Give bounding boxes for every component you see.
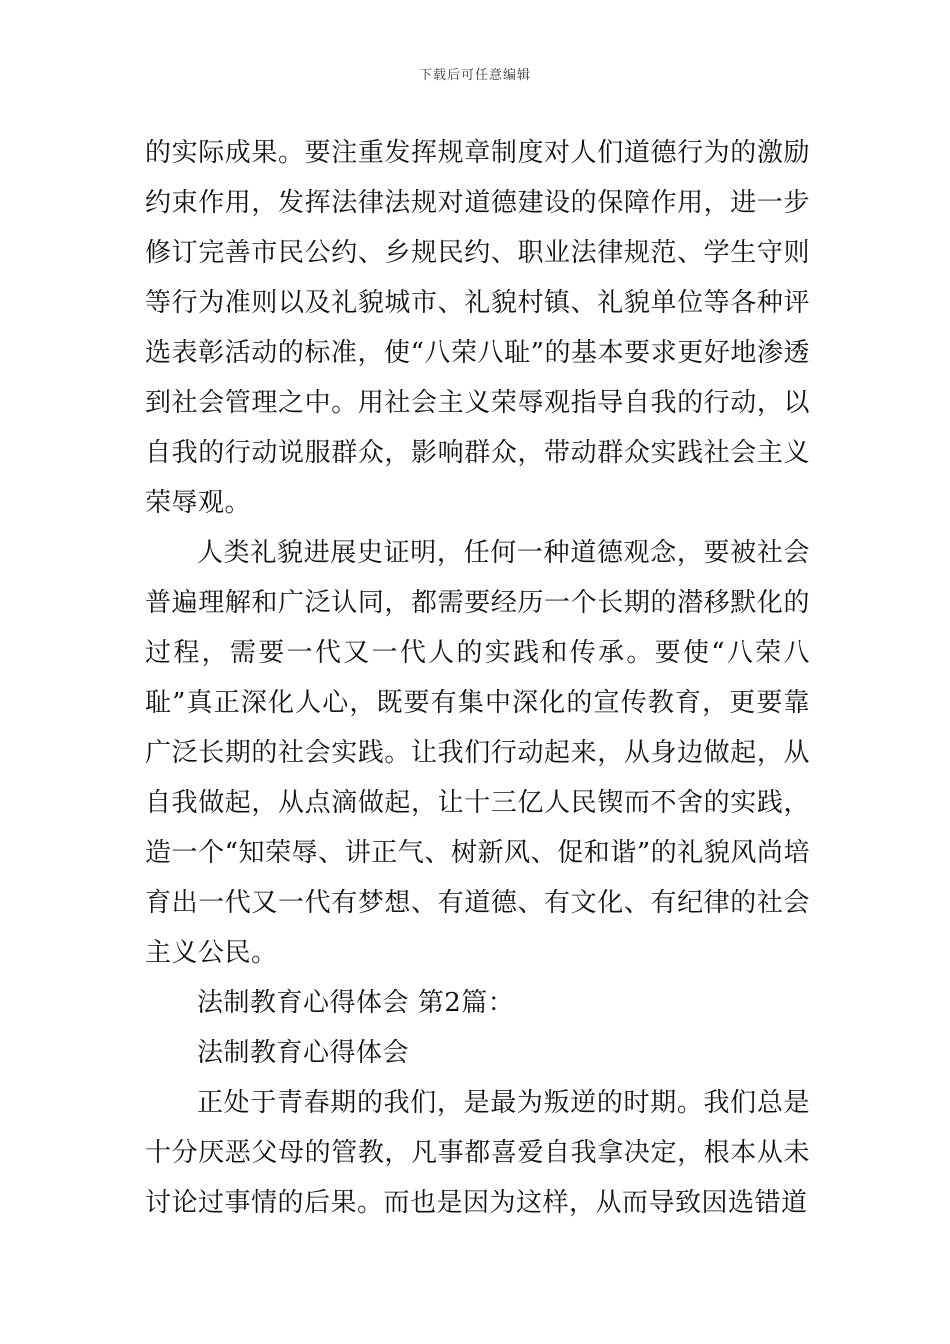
body-paragraph: 正处于青春期的我们，是最为叛逆的时期。我们总是十分厌恶父母的管教，凡事都喜爱自我拿决定，根本从未讨论过事情的后果。而也是因为这样，从而导致因选错道	[145, 1088, 810, 1218]
section-title: 法制教育心得体会 第2篇：	[197, 988, 515, 1018]
body-paragraph: 人类礼貌进展史证明，任何一种道德观念，要被社会普遍理解和广泛认同，都需要经历一个长期的潜移默化的过程，需要一代又一代人的实践和传承。要使“八荣八耻”真正深化人心，既要有集中深化的宣传教育，更要靠广泛长期的社会实践。让我们行动起来，从身边做起，从自我做起，从点滴做起，让十三亿人民锲而不舍的实践，造一个“知荣辱、讲正气、树新风、促和谐”的礼貌风尚培育出一代又一代有梦想、有道德、有文化、有纪律的社会主义公民。	[145, 538, 810, 968]
page-header: 下载后可任意编辑	[418, 68, 531, 83]
body-paragraph: 的实际成果。要注重发挥规章制度对人们道德行为的激励约束作用，发挥法律法规对道德建设的保障作用，进一步修订完善市民公约、乡规民约、职业法律规范、学生守则等行为准则以及礼貌城市、礼貌村镇、礼貌单位等各种评选表彰活动的标准，使“八荣八耻”的基本要求更好地渗透到社会管理之中。用社会主义荣辱观指导自我的行动，以自我的行动说服群众，影响群众，带动群众实践社会主义荣辱观。	[145, 138, 810, 518]
article-title: 法制教育心得体会	[197, 1038, 410, 1068]
document-body	[145, 128, 810, 1228]
